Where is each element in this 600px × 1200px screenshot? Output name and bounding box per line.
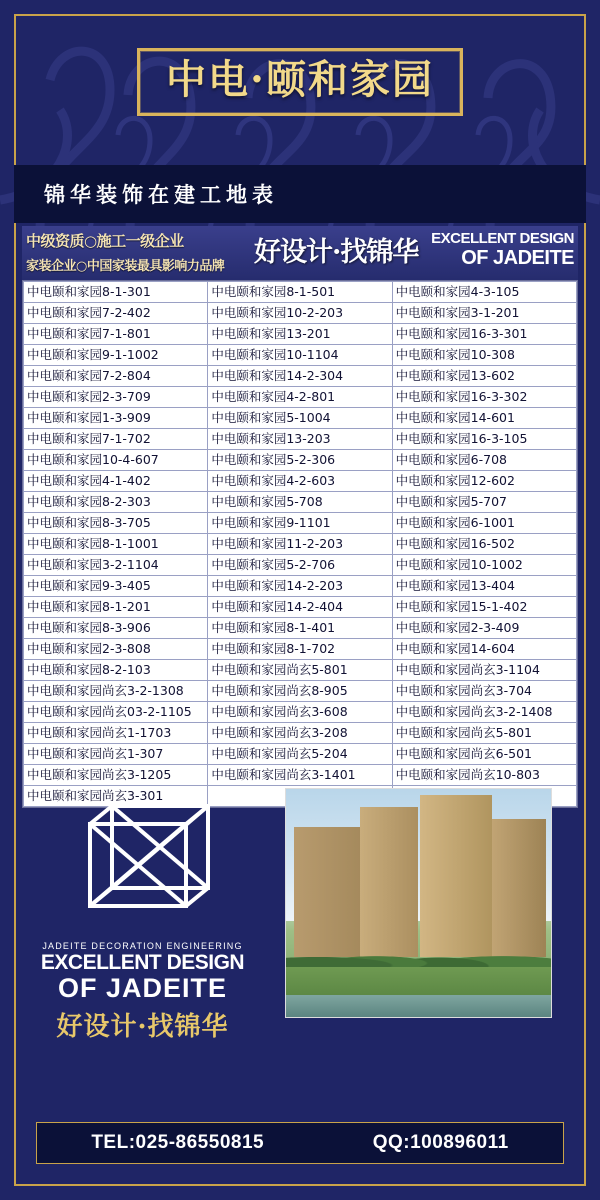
table-cell: 中电颐和家园11-2-203 <box>208 534 392 555</box>
table-cell: 中电颐和家园尚玄3-2-1308 <box>24 681 208 702</box>
table-cell: 中电颐和家园8-1-1001 <box>24 534 208 555</box>
table-cell: 中电颐和家园9-1101 <box>208 513 392 534</box>
table-cell: 中电颐和家园14-2-404 <box>208 597 392 618</box>
table-cell: 中电颐和家园4-2-801 <box>208 387 392 408</box>
banner-slogan-en-line1: EXCELLENT DESIGN <box>431 230 574 247</box>
table-cell: 中电颐和家园9-1-1002 <box>24 345 208 366</box>
table-cell: 中电颐和家园尚玄3-704 <box>392 681 576 702</box>
table-row <box>24 492 577 513</box>
logo-en-line1: EXCELLENT DESIGN <box>40 951 245 974</box>
table-cell: 中电颐和家园6-708 <box>392 450 576 471</box>
photo-building-4 <box>492 819 546 957</box>
table-row <box>24 639 577 660</box>
table-cell: 中电颐和家园尚玄3-1401 <box>208 765 392 786</box>
table-cell: 中电颐和家园4-3-105 <box>392 282 576 303</box>
banner-qualification-line1: 中级资质○施工一级企业 <box>26 232 184 250</box>
table-cell: 中电颐和家园16-3-302 <box>392 387 576 408</box>
table-cell: 中电颐和家园8-1-702 <box>208 639 392 660</box>
table-cell: 中电颐和家园16-3-105 <box>392 429 576 450</box>
table-cell: 中电颐和家园5-2-306 <box>208 450 392 471</box>
table-cell: 中电颐和家园9-3-405 <box>24 576 208 597</box>
table-cell: 中电颐和家园10-4-607 <box>24 450 208 471</box>
table-cell: 中电颐和家园7-2-402 <box>24 303 208 324</box>
table-cell: 中电颐和家园8-2-103 <box>24 660 208 681</box>
footer-telephone: TEL:025-86550815 <box>91 1132 265 1153</box>
table-cell: 中电颐和家园5-1004 <box>208 408 392 429</box>
banner-qualifications <box>26 226 266 280</box>
table-cell: 中电颐和家园7-1-702 <box>24 429 208 450</box>
table-row <box>24 324 577 345</box>
table-cell: 中电颐和家园13-404 <box>392 576 576 597</box>
table-cell: 中电颐和家园尚玄3-1205 <box>24 765 208 786</box>
table-cell: 中电颐和家园14-604 <box>392 639 576 660</box>
table-cell: 中电颐和家园尚玄03-2-1105 <box>24 702 208 723</box>
logo-cn-slogan: 好设计·找锦华 <box>56 1012 229 1043</box>
photo-water <box>286 995 551 1017</box>
table-cell: 中电颐和家园13-203 <box>208 429 392 450</box>
photo-building-2 <box>360 807 418 957</box>
table-row <box>24 702 577 723</box>
table-cell: 中电颐和家园16-502 <box>392 534 576 555</box>
table-cell: 中电颐和家园尚玄3-608 <box>208 702 392 723</box>
table-cell: 中电颐和家园尚玄3-2-1408 <box>392 702 576 723</box>
table-cell: 中电颐和家园尚玄3-301 <box>24 786 208 807</box>
table-cell: 中电颐和家园尚玄5-204 <box>208 744 392 765</box>
table-row <box>24 534 577 555</box>
table-cell: 中电颐和家园6-1001 <box>392 513 576 534</box>
slogan-banner <box>22 226 578 280</box>
table-row <box>24 555 577 576</box>
table-row <box>24 744 577 765</box>
table-cell: 中电颐和家园16-3-301 <box>392 324 576 345</box>
table-cell: 中电颐和家园12-602 <box>392 471 576 492</box>
title-container <box>0 48 600 116</box>
table-row <box>24 387 577 408</box>
table-cell: 中电颐和家园8-1-201 <box>24 597 208 618</box>
subtitle-band <box>14 165 586 223</box>
table-cell: 中电颐和家园尚玄8-905 <box>208 681 392 702</box>
table-row <box>24 408 577 429</box>
table-cell: 中电颐和家园13-602 <box>392 366 576 387</box>
table-cell: 中电颐和家园8-1-401 <box>208 618 392 639</box>
table-cell: 中电颐和家园13-201 <box>208 324 392 345</box>
table-cell: 中电颐和家园尚玄1-1703 <box>24 723 208 744</box>
table-cell: 中电颐和家园2-3-709 <box>24 387 208 408</box>
table-cell: 中电颐和家园3-2-1104 <box>24 555 208 576</box>
table-row <box>24 345 577 366</box>
table-row <box>24 366 577 387</box>
page-title: 中电·颐和家园 <box>166 56 434 103</box>
table-row <box>24 576 577 597</box>
table-row <box>24 723 577 744</box>
table-cell: 中电颐和家园3-1-201 <box>392 303 576 324</box>
footer-qq: QQ:100896011 <box>372 1132 509 1153</box>
table-cell: 中电颐和家园5-707 <box>392 492 576 513</box>
table-row <box>24 765 577 786</box>
table-cell: 中电颐和家园10-1104 <box>208 345 392 366</box>
table-row <box>24 618 577 639</box>
table-cell: 中电颐和家园5-708 <box>208 492 392 513</box>
table-cell: 中电颐和家园4-1-402 <box>24 471 208 492</box>
table-cell: 中电颐和家园10-308 <box>392 345 576 366</box>
logo-en-subtitle: JADEITE DECORATION ENGINEERING <box>42 941 243 951</box>
table-cell: 中电颐和家园14-2-203 <box>208 576 392 597</box>
banner-slogan-en-line2: OF JADEITE <box>461 247 574 269</box>
table-cell: 中电颐和家园10-2-203 <box>208 303 392 324</box>
table-cell: 中电颐和家园14-601 <box>392 408 576 429</box>
company-logo-block <box>30 790 255 1043</box>
building-photo <box>285 788 552 1018</box>
table-cell: 中电颐和家园7-2-804 <box>24 366 208 387</box>
photo-building-3 <box>420 795 492 957</box>
table-cell: 中电颐和家园10-1002 <box>392 555 576 576</box>
table-cell: 中电颐和家园尚玄10-803 <box>392 765 576 786</box>
cube-logo-icon <box>68 790 218 930</box>
table-row <box>24 597 577 618</box>
table-row <box>24 660 577 681</box>
subtitle-text: 锦华装饰在建工地表 <box>44 183 278 207</box>
table-row <box>24 282 577 303</box>
title-box <box>137 48 463 116</box>
table-cell: 中电颐和家园5-2-706 <box>208 555 392 576</box>
table-cell: 中电颐和家园7-1-801 <box>24 324 208 345</box>
table-cell: 中电颐和家园14-2-304 <box>208 366 392 387</box>
logo-en-line2: OF JADEITE <box>57 973 228 1004</box>
table-row <box>24 450 577 471</box>
table-row <box>24 429 577 450</box>
table-cell: 中电颐和家园4-2-603 <box>208 471 392 492</box>
table-row <box>24 303 577 324</box>
table-cell: 中电颐和家园尚玄6-501 <box>392 744 576 765</box>
photo-building-1 <box>294 827 360 957</box>
table-cell: 中电颐和家园2-3-409 <box>392 618 576 639</box>
table-cell: 中电颐和家园2-3-808 <box>24 639 208 660</box>
table-row <box>24 471 577 492</box>
address-table-container <box>22 280 578 808</box>
table-cell: 中电颐和家园8-2-303 <box>24 492 208 513</box>
banner-slogan-cn: 好设计·找锦华 <box>254 237 419 268</box>
footer-contact-bar <box>36 1122 564 1164</box>
table-cell: 中电颐和家园15-1-402 <box>392 597 576 618</box>
table-cell: 中电颐和家园尚玄3-208 <box>208 723 392 744</box>
table-cell: 中电颐和家园8-3-705 <box>24 513 208 534</box>
table-cell: 中电颐和家园尚玄3-1104 <box>392 660 576 681</box>
table-cell: 中电颐和家园8-1-501 <box>208 282 392 303</box>
table-cell: 中电颐和家园尚玄5-801 <box>392 723 576 744</box>
table-cell: 中电颐和家园8-1-301 <box>24 282 208 303</box>
banner-slogan-en <box>394 226 574 280</box>
address-table <box>23 281 577 807</box>
table-row <box>24 513 577 534</box>
table-cell: 中电颐和家园1-3-909 <box>24 408 208 429</box>
table-cell: 中电颐和家园尚玄1-307 <box>24 744 208 765</box>
table-cell: 中电颐和家园8-3-906 <box>24 618 208 639</box>
banner-qualification-line2: 家装企业○中国家装最具影响力品牌 <box>26 259 225 274</box>
table-cell: 中电颐和家园尚玄5-801 <box>208 660 392 681</box>
table-row <box>24 681 577 702</box>
